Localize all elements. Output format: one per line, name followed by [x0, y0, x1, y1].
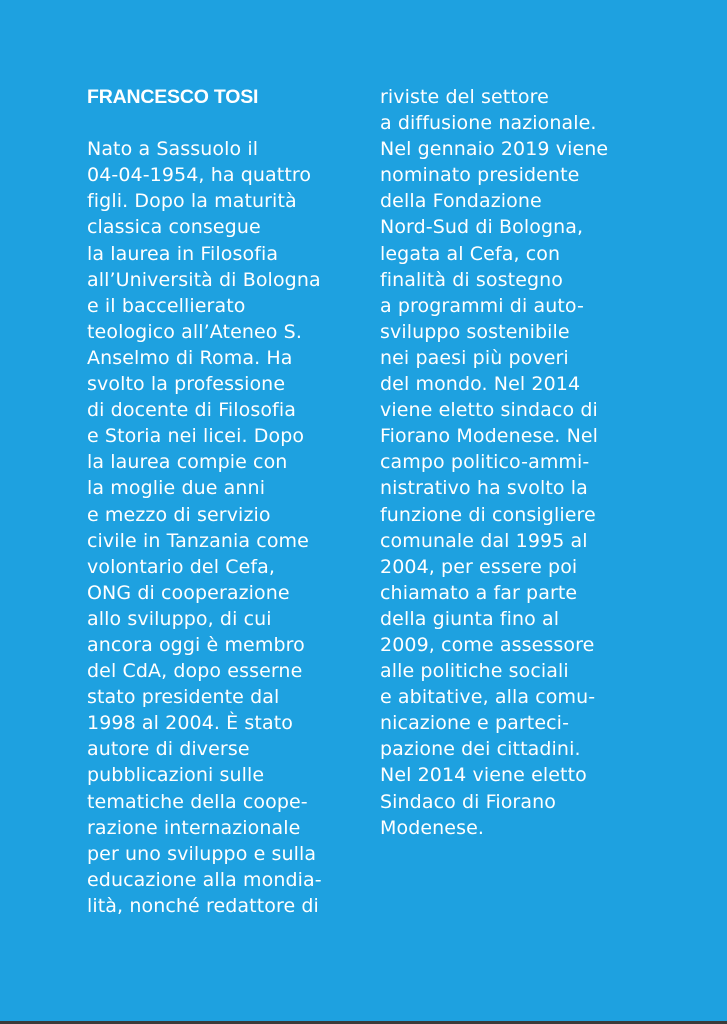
bio-text-line: allo sviluppo, di cui — [87, 607, 272, 630]
bio-text-line: autore di diverse — [87, 738, 250, 761]
bio-text-line: volontario del Cefa, — [87, 555, 276, 578]
bio-text-line: nei paesi più poveri — [380, 346, 569, 369]
bio-text-line: alle politiche sociali — [380, 660, 569, 683]
bio-text-line: legata al Cefa, con — [380, 242, 561, 265]
bio-text-line: ancora oggi è membro — [87, 633, 305, 656]
bio-text-line: della giunta fino al — [380, 607, 560, 630]
bio-text-line: ONG di cooperazione — [87, 581, 290, 604]
bio-text-line: educazione alla mondia- — [87, 868, 322, 891]
bio-heading: FRANCESCO TOSI — [87, 86, 259, 108]
bio-text-line: sviluppo sostenibile — [380, 320, 570, 343]
bio-text-line: tematiche della coope- — [87, 790, 308, 813]
bio-text-line: figli. Dopo la maturità — [87, 190, 297, 213]
bio-text-line: Fiorano Modenese. Nel — [380, 425, 599, 448]
bio-text-line: civile in Tanzania come — [87, 529, 309, 552]
bio-text-line: 04-04-1954, ha quattro — [87, 164, 312, 187]
bio-text-line: funzione di consigliere — [380, 503, 596, 526]
bio-column-right — [380, 84, 665, 841]
bio-text-line: nominato presidente — [380, 164, 580, 187]
bio-text-line: per uno sviluppo e sulla — [87, 842, 317, 865]
bio-text-line: Modenese. — [380, 816, 485, 839]
bio-text-line: del CdA, dopo esserne — [87, 660, 303, 683]
bio-text-line: svolto la professione — [87, 373, 286, 396]
bio-text-line: e il baccellierato — [87, 294, 246, 317]
bio-text-line: pubblicazioni sulle — [87, 764, 265, 787]
bio-text-line: stato presidente dal — [87, 686, 280, 709]
bio-text-line: Nord-Sud di Bologna, — [380, 216, 584, 239]
bio-text-line: lità, nonché redattore di — [87, 894, 319, 917]
bio-text-line: classica consegue — [87, 216, 261, 239]
bio-text-line: del mondo. Nel 2014 — [380, 373, 581, 396]
bio-text-line: e abitative, alla comu- — [380, 686, 596, 709]
bio-text-line: campo politico-ammi- — [380, 451, 590, 474]
bio-text-line: viene eletto sindaco di — [380, 399, 598, 422]
bio-text-line: nistrativo ha svolto la — [380, 477, 588, 500]
bio-text-line: a programmi di auto- — [380, 294, 584, 317]
bio-text-line: nicazione e parteci- — [380, 712, 570, 735]
bio-text-line: finalità di sostegno — [380, 268, 564, 291]
bio-text-line: Nel gennaio 2019 viene — [380, 138, 609, 161]
bio-text-line: e Storia nei licei. Dopo — [87, 425, 305, 448]
bio-text-line: e mezzo di servizio — [87, 503, 271, 526]
bio-text-line: la laurea in Filosofia — [87, 242, 279, 265]
bio-text-line: all’Università di Bologna — [87, 268, 321, 291]
bio-text-line: riviste del settore — [380, 86, 549, 108]
bio-text-line: Nato a Sassuolo il — [87, 138, 259, 161]
bio-text-line: la laurea compie con — [87, 451, 288, 474]
bio-text-line: 2009, come assessore — [380, 633, 595, 656]
bio-text-line: Nel 2014 viene eletto — [380, 764, 587, 787]
bio-text-line: Sindaco di Fiorano — [380, 790, 556, 813]
bio-column-left — [87, 84, 372, 919]
bio-text-line: teologico all’Ateneo S. — [87, 320, 302, 343]
bio-text-line: 1998 al 2004. È stato — [87, 712, 293, 735]
bio-text-line: razione internazionale — [87, 816, 301, 839]
bio-text-line: Anselmo di Roma. Ha — [87, 346, 293, 369]
bio-text-line: comunale dal 1995 al — [380, 529, 588, 552]
bio-text-line: pazione dei cittadini. — [380, 738, 581, 761]
bio-text-line: chiamato a far parte — [380, 581, 578, 604]
bio-text-line: di docente di Filosofia — [87, 399, 296, 422]
bio-text-line: della Fondazione — [380, 190, 542, 213]
bio-text-line: a diffusione nazionale. — [380, 112, 597, 135]
bio-text-line: 2004, per essere poi — [380, 555, 578, 578]
bio-text-line: la moglie due anni — [87, 477, 266, 500]
